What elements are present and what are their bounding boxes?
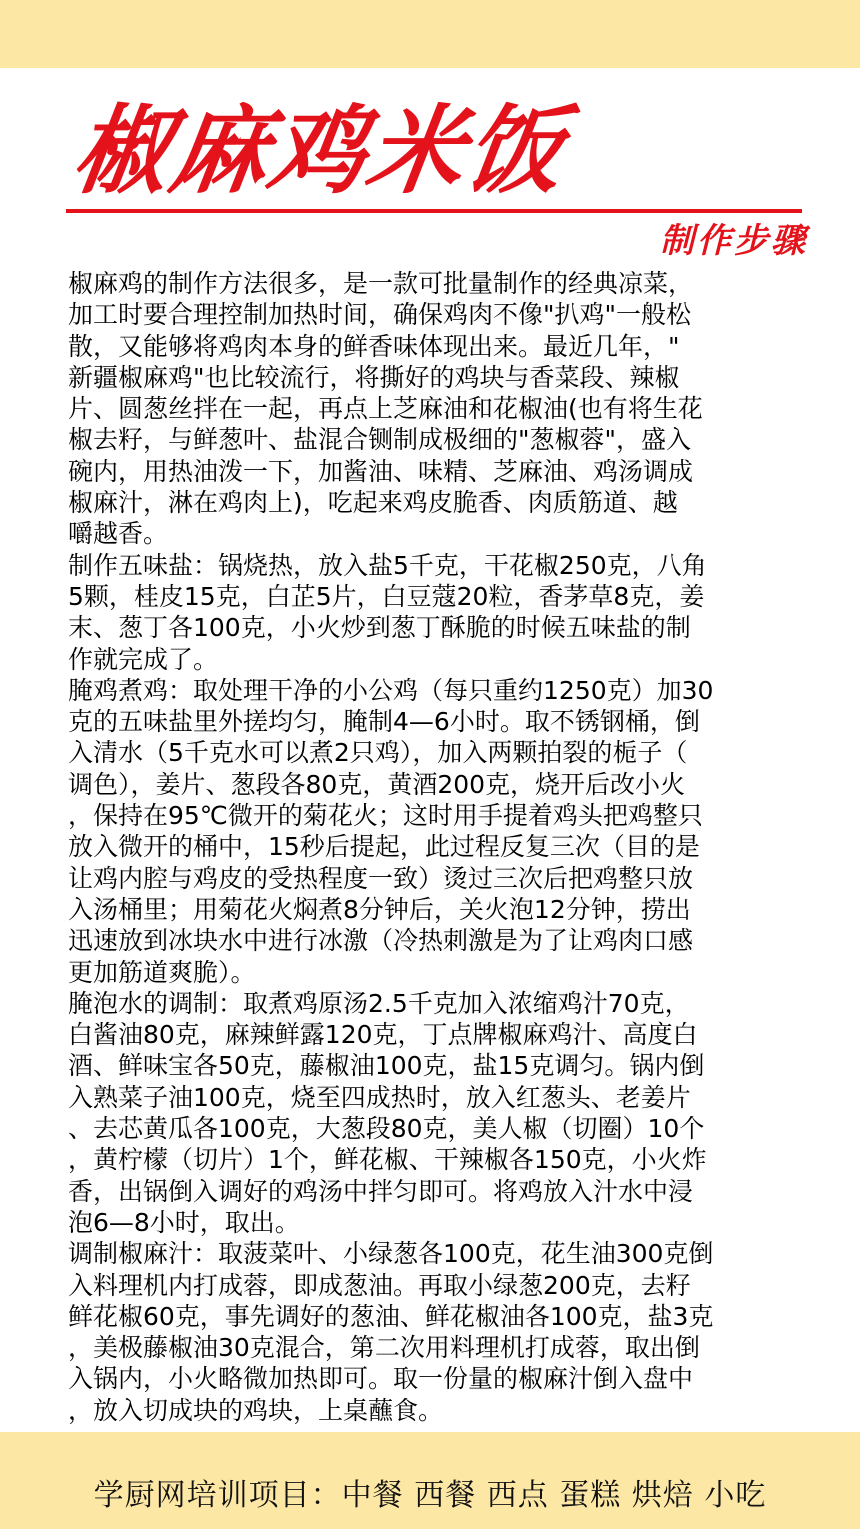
title-divider xyxy=(66,209,802,213)
article-body xyxy=(68,268,798,1428)
paragraph-five-spice-salt: 制作五味盐：锅烧热，放入盐5千克，干花椒250克，八角 5颗，桂皮15克，白芷5片，白豆蔻20粒，香茅草8克，姜 末、葱丁各100克，小火炒到葱丁酥脆的时候五味盐的制 作就完成了。 xyxy=(68,550,707,674)
paragraph-jiaoma-sauce: 调制椒麻汁：取菠菜叶、小绿葱各100克，花生油300克倒 入料理机内打成蓉，即成葱油。再取小绿葱200克，去籽 鲜花椒60克，事先调好的葱油、鲜花椒油各100克，盐3克 ，美极藤椒油30克混合，第二次用料理机打成蓉，取出倒 入锅内，小火略微加热即可。取一份量的椒麻汁倒入盘中 ，放入切成块的鸡块，上桌蘸食。 xyxy=(68,1239,714,1425)
page-title: 椒麻鸡米饭 xyxy=(65,95,572,207)
paragraph-brine-preparation: 腌泡水的调制：取煮鸡原汤2.5千克加入浓缩鸡汁70克， 白酱油80克，麻辣鲜露120克，丁点牌椒麻鸡汁、高度白 酒、鲜味宝各50克，藤椒油100克，盐15克调匀。锅内倒 入熟菜子油100克，烧至四成热时，放入红葱头、老姜片 、去芯黄瓜各100克，大葱段80克，美人椒（切圈）10个 ，黄柠檬（切片）1个，鲜花椒、干辣椒各150克，小火炸 香，出锅倒入调好的鸡汤中拌匀即可。将鸡放入汁水中浸 泡6—8小时，取出。 xyxy=(68,988,707,1237)
top-band xyxy=(0,0,860,68)
footer-training-projects: 学厨网培训项目：中餐 西餐 西点 蛋糕 烘焙 小吃 xyxy=(93,1478,767,1513)
section-subtitle: 制作步骤 xyxy=(660,221,808,261)
paragraph-marinate-cook-chicken: 腌鸡煮鸡：取处理干净的小公鸡（每只重约1250克）加30 克的五味盐里外搓均匀，腌制4—6小时。取不锈钢桶，倒 入清水（5千克水可以煮2只鸡），加入两颗拍裂的栀子（ 调色），姜片、葱段各80克，黄酒200克，烧开后改小火 ，保持在95℃微开的菊花火；这时用手提着鸡头把鸡整只 放入微开的桶中，15秒后提起，此过程反复三次（目的是 让鸡内腔与鸡皮的受热程度一致）烫过三次后把鸡整只放 入汤桶里；用菊花火焖煮8分钟后，关火泡12分钟，捞出 迅速放到冰块水中进行冰激（冷热刺激是为了让鸡肉口感 更加筋道爽脆）。 xyxy=(68,675,714,987)
paragraph-intro: 椒麻鸡的制作方法很多，是一款可批量制作的经典凉菜， 加工时要合理控制加热时间，确保鸡肉不像"扒鸡"一般松 散，又能够将鸡肉本身的鲜香味体现出来。最近几年，" 新疆椒麻鸡"也比较流行，将撕好的鸡块与香菜段、辣椒 片、圆葱丝拌在一起，再点上芝麻油和花椒油(也有将生花 椒去籽，与鲜葱叶、盐混合铡制成极细的"葱椒蓉"，盛入 碗内，用热油泼一下，加酱油、味精、芝麻油、鸡汤调成 椒麻汁，淋在鸡肉上)，吃起来鸡皮脆香、肉质筋道、越 嚼越香。 xyxy=(68,269,703,549)
